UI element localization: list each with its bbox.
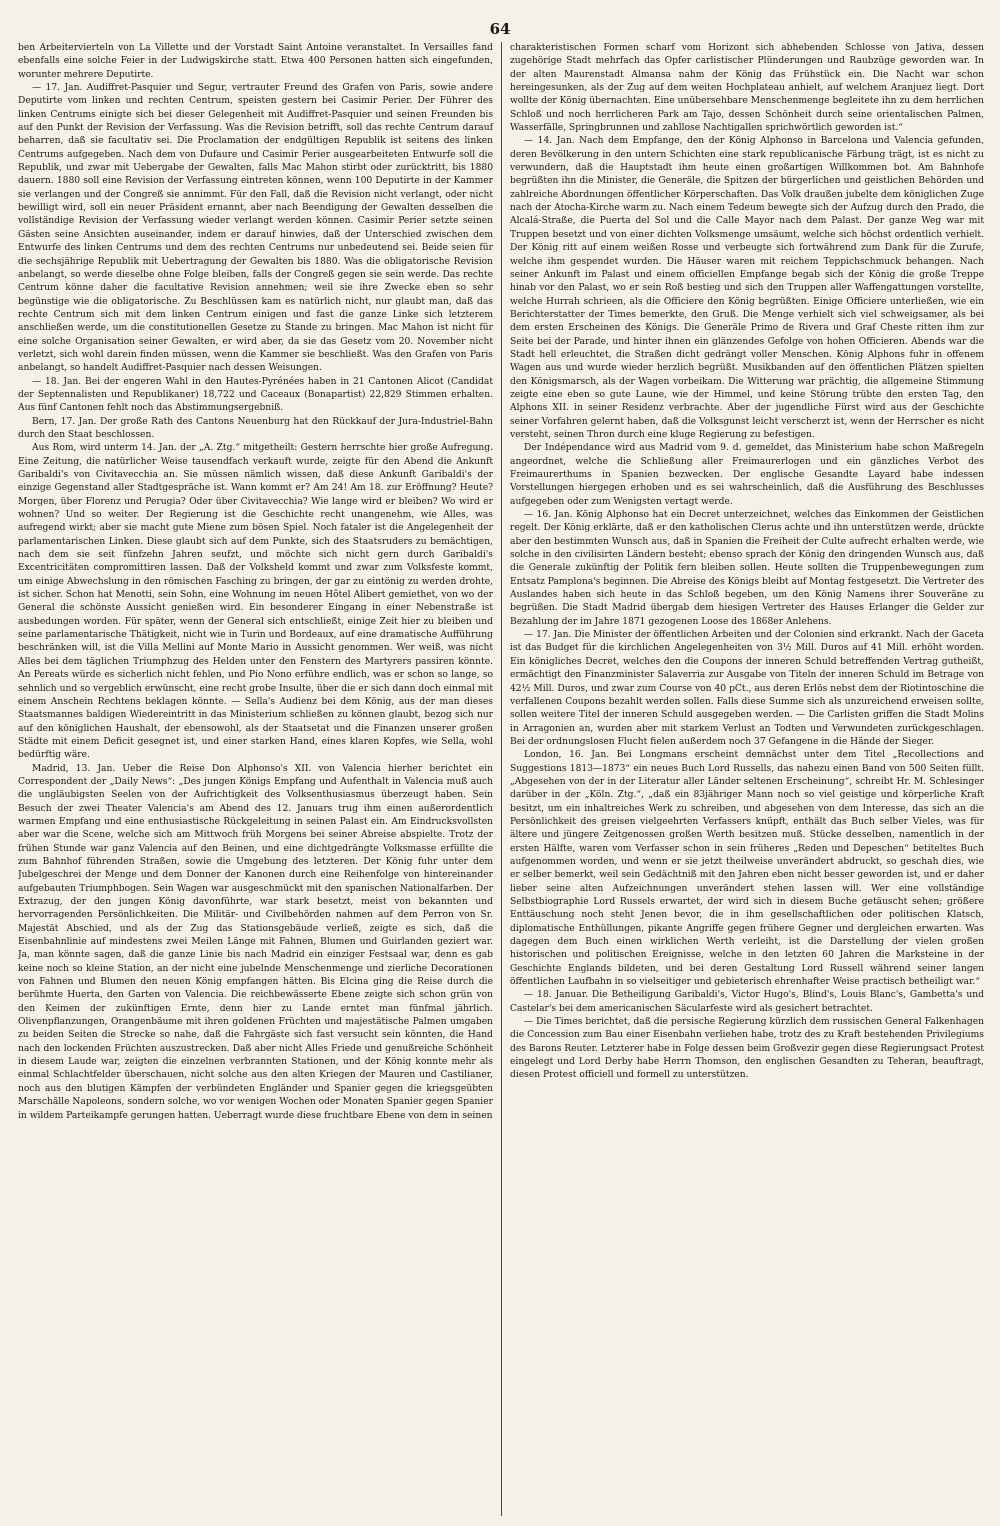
page-number: 64 [489, 20, 511, 38]
paragraph: charakteristischen Formen scharf vom Horizont sich abhebenden Schlosse von Jativa, dessen zugehörige Stadt mehrfach das Opfer carlistischer Plünderungen und Raubzüge geworden war. In der alten Maurenstadt Almansa nahm der König das Frühstück ein. Die Nacht war schon hereingesunken, als der Zug auf dem weiten Hochplateau anhielt, auf welchem Aranjuez liegt. Dort wollte der König übernachten. Eine unübersehbare Menschenmenge begleitete ihn zu dem herrlichen Schloß und noch herrlicheren Park am Tajo, dessen Schönheit durch seine orientalischen Palmen, Wasserfälle, Springbrunnen und zahllose Nachtigallen sprichwörtlich geworden ist.“ [510, 43, 984, 134]
paragraph: — Die Times berichtet, daß die persische Regierung kürzlich dem russischen General Falkenhagen die Concession zum Bau einer Eisenbahn verliehen habe, trotz des zu Kraft bestehenden Privilegiums des Barons Reuter. Letzterer habe in Folge dessen beim Großvezir gegen diese Regierungsact Protest eingelegt und Lord Derby habe Herrn Thomson, den englischen Gesandten zu Teheran, beauftragt, diesen Protest officiell und formell zu unterstützen. [510, 1017, 984, 1081]
paragraph: Aus Rom, wird unterm 14. Jan. der „A. Ztg.“ mitgetheilt: Gestern herrschte hier große Aufregung. Eine Zeitung, die natürlicher Weise tausendfach verkauft wurde, zeigte für den Abend die Ankunft Garibaldi's von Civitavecchia an. Sie müssen nämlich wissen, daß diese Ankunft Garibaldi's der einzige Gegenstand aller Stadtgespräche ist. Wann kommt er? Am 24! Am 18. zur Eröffnung? Heute? Morgen, über Florenz und Perugia? Oder über Civitavecchia? Wie lange wird er bleiben? Wo wird er wohnen? Und so weiter. Der Regierung ist die Geschichte recht unangenehm, wie Alles, was aufregend wirkt; aber sie macht gute Miene zum bösen Spiel. Noch fataler ist die Angelegenheit der parlamentarischen Linken. Diese glaubt sich auf dem Punkte, sich des Staatsruders zu bemächtigen, nach dem sie seit fünfzehn Jahren seufzt, und möchte sich nicht gern durch Garibaldi's Excentricitäten compromittiren lassen. Daß der Volksheld kommt und zwar zum Volksfeste kommt, um einige Abwechslung in den römischen Fasching zu bringen, der gar zu eintönig zu werden drohte, ist sicher. Schon hat Menotti, sein Sohn, eine Wohnung im neuen Hôtel Alibert gemiethet, von wo der General die schönste Aussicht genießen wird. Ein besonderer Eingang in einer Nebenstraße ist ausbedungen worden. Für später, wenn der General sich entschließt, einige Zeit hier zu bleiben und seine parlamentarische Thätigkeit, nicht wie in Turin und Bordeaux, auf eine dramatische Aufführung beschränken will, ist die Villa Mellini auf Monte Mario in Aussicht genommen. Wer weiß, was nicht Alles bei dem täglichen Triumphzug des Helden unter den Fenstern des Martyrers passiren könnte. An Pereats würde es sicherlich nicht fehlen, und Pio Nono erführe endlich, was er schon so lange, so sehnlich und so vergeblich erwünscht, eine recht grobe Insulte, über die er sich dann doch einmal mit einem Anschein Rechtens beklagen könnte. — Sella's Audienz bei dem König, aus der man dieses Staatsmannes baldigen Wiedereintritt in das Ministerium schließen zu können glaubt, bezog sich nur auf den königlichen Haushalt, der ebensowohl, als der Staatsetat und die Finanzen unserer großen Städte mit einem Deficit gesegnet ist, und einer starken Hand, eines klaren Kopfes, wie Sella, wohl bedürftig wäre. [18, 443, 493, 761]
text-columns [18, 42, 984, 1516]
paragraph: ben Arbeitervierteln von La Villette und der Vorstadt Saint Antoine veranstaltet. In Versailles fand ebenfalls eine solche Feier in der Ludwigskirche statt. Etwa 400 Personen hatten sich eingefunden, worunter mehrere Deputirte. [18, 43, 493, 80]
paragraph: Madrid, 13. Jan. Ueber die Reise Don Alphonso's XII. von Valencia hierher berichtet ein Correspondent der „Daily News“: „Des jungen Königs Empfang und Aufenthalt in Valencia muß auch die ungläubigsten Seelen von der Aufrichtigkeit des Volksenthusiasmus überzeugt haben. Sein Besuch der zwei Theater Valencia's am Abend des 12. Januars trug ihm einen außerordentlich warmen Empfang und eine enthusiastische Rückgeleitung in seinen Palast ein. Am Eindrucksvollsten aber war die Scene, welche sich am Mittwoch früh Morgens bei seiner Abreise abspielte. Trotz der frühen Stunde war ganz Valencia auf den Beinen, und eine dichtgedrängte Volksmasse erfüllte die zum Bahnhof führenden Straßen, sowie die Umgebung des letzteren. Der König fuhr unter dem Jubelgeschrei der Menge und dem Donner der Kanonen durch eine Reihenfolge von hintereinander aufgebauten Triumphbogen. Sein Wagen war ausgeschmückt mit den spanischen Nationalfarben. Der Extrazug, der den jungen König davonführte, war stark besetzt, meist von bekannten und hervorragenden Persönlichkeiten. Die Militär- und Civilbehörden nahmen auf dem Perron von Sr. Majestät Abschied, und als der Zug das Stationsgebäude verließ, zeigte es sich, daß die Eisenbahnlinie auf mindestens zwei Meilen Länge mit Fahnen, Blumen und Guirlanden geziert war. Ja, man könnte sagen, daß die ganze Linie bis nach Madrid ein einziger Festsaal war, denn es gab keine noch so kleine Station, an der nicht eine jubelnde Menschenmenge und zierliche Decorationen von Fahnen und Blumen den neuen König empfangen hätten. Bis Elcina ging die Reise durch die berühmte Huerta, den Garten von Valencia. Die reichbewässerte Ebene zeigte sich schon grün von den Keimen der zukünftigen Ernte, denn hier zu Lande erntet man fünfmal jährlich. Olivenpflanzungen, Orangenbäume mit ihren goldenen Früchten und majestätische Palmen umgaben zu beiden Seiten die Strecke so nahe, daß die Fahrgäste sich fast versucht sein könnten, die Hand nach den lockenden Früchten auszustrecken. Daß aber nicht Alles Friede und genußreiche Schönheit in diesem Laude war, zeigten die einzelnen verbrannten Stationen, und der König konnte mehr als einmal Schlachtfelder überschauen, nicht solche aus den alten Kriegen der Mauren und Castilianer, noch aus den blutigen Kämpfen der verbündeten Engländer und Spanier gegen die kriegsgeübten Marschälle Napoleons, sondern solche, wo vor wenigen Wochen oder Monaten Spanier gegen Spanier in wildem Parteikampfe gerungen hatten. Ueberragt wurde diese fruchtbare Ebene von dem in seinen [18, 763, 493, 1121]
paragraph: Bern, 17. Jan. Der große Rath des Cantons Neuenburg hat den Rückkauf der Jura-Industriel-Bahn durch den Staat beschlossen. [18, 416, 493, 440]
left-column [18, 42, 501, 1516]
paragraph: Der Indépendance wird aus Madrid vom 9. d. gemeldet, das Ministerium habe schon Maßregeln angeordnet, welche die Schließung aller Freimaurerlogen und ein gänzliches Verbot des Freimaurerthums in Spanien bezwecken. Der englische Gesandte Layard habe indessen Vorstellungen hiergegen erhoben und es sei wahrscheinlich, daß die Ausführung des Beschlusses aufgegeben oder zum Wenigsten vertagt werde. [510, 443, 984, 507]
paragraph: — 18. Januar. Die Betheiligung Garibaldi's, Victor Hugo's, Blind's, Louis Blanc's, Gambetta's und Castelar's bei dem americanischen Säcularfeste wird als gesichert betrachtet. [510, 990, 984, 1014]
paragraph: — 14. Jan. Nach dem Empfange, den der König Alphonso in Barcelona und Valencia gefunden, deren Bevölkerung in den untern Schichten eine stark republicanische Färbung trägt, ist es nicht zu verwundern, daß die Hauptstadt ihm heute einen großartigen Willkommen bot. Am Bahnhofe begrüßten ihn die Minister, die Generäle, die Spitzen der bürgerlichen und geistlichen Behörden und zahlreiche Abordnungen öffentlicher Körperschaften. Das Volk draußen jubelte dem königlichen Zuge nach der Atocha-Kirche warm zu. Nach einem Tedeum bewegte sich der Aufzug durch den Prado, die Alcalá-Straße, die Puerta del Sol und die Calle Mayor nach dem Palast. Der ganze Weg war mit Truppen besetzt und von einer dichten Volksmenge umsäumt, welche sich höchst ordentlich verhielt. Der König ritt auf einem weißen Rosse und verbeugte sich fortwährend zum Dank für die Zurufe, welche ihm gespendet wurden. Die Häuser waren mit reichem Teppichschmuck behangen. Nach seiner Ankunft im Palast und einem officiellen Empfange begab sich der König die große Treppe hinab vor den Palast, wo er sein Roß bestieg und sich den Truppen aller Waffengattungen vorstellte, welche Hurrah schrieen, als die Officiere den König begrüßten. Einige Officiere unterließen, wie ein Berichterstatter der Times bemerkte, den Gruß. Die Menge verhielt sich viel schweigsamer, als bei dem ersten Erscheinen des Königs. Die Generäle Primo de Rivera und Graf Cheste ritten ihm zur Seite bei der Parade, und hinter ihnen ein glänzendes Gefolge von hohen Officieren. Abends war die Stadt hell erleuchtet, die Straßen dicht gedrängt voller Menschen. König Alphons fuhr in offenem Wagen aus und wurde wieder herzlich begrüßt. Musikbanden auf den öffentlichen Plätzen spielten den Königsmarsch, als der Wagen vorbeikam. Die Witterung war prächtig, die allgemeine Stimmung zeigte eine eben so gute Laune, wie der Himmel, und keine Störung trübte den ersten Tag, den Alphons XII. in seiner Residenz verbrachte. Aber der jugendliche Fürst wird aus der Geschichte seiner Vorfahren gelernt haben, daß die Volksgunst leicht verscherzt ist, wenn der Herrscher es nicht versteht, seinen Thron durch eine kluge Regierung zu befestigen. [510, 136, 984, 440]
paragraph: — 17. Jan. Die Minister der öffentlichen Arbeiten und der Colonien sind erkrankt. Nach der Gaceta ist das Budget für die kirchlichen Angelegenheiten von 3½ Mill. Duros auf 41 Mill. erhöht worden. Ein königliches Decret, welches den die Coupons der inneren Schuld betreffenden Vertrag gutheißt, ermächtigt den Finanzminister Salaverria zur Ausgabe von Titeln der inneren Schuld im Betrage von 42½ Mill. Duros, und zwar zum Course von 40 pCt., aus deren Erlös nebst dem der Riotintoschine die verfallenen Coupons bezahlt werden sollen. Falls diese Summe sich als unzureichend erweisen sollte, sollen weitere Titel der inneren Schuld ausgegeben werden. — Die Carlisten griffen die Stadt Molins in Arragonien an, wurden aber mit starkem Verlust an Todten und Verwundeten zurückgeschlagen. Bei der ordnungslosen Flucht fielen außerdem noch 37 Gefangene in die Hände der Sieger. [510, 630, 984, 747]
paragraph: — 17. Jan. Audiffret-Pasquier und Segur, vertrauter Freund des Grafen von Paris, sowie andere Deputirte vom linken und rechten Centrum, speisten gestern bei Casimir Perier. Der Führer des linken Centrums einigte sich bei dieser Gelegenheit mit Audiffret-Pasquier und seinen Freunden bis auf den Punkt der Revision der Verfassung. Was die Revision betrifft, soll das rechte Centrum darauf beharren, daß sie facultativ sei. Die Proclamation der endgültigen Republik ist seitens des linken Centrums aufgegeben. Nach dem von Dufaure und Casimir Perier ausgearbeiteten Entwurfe soll die Republik, und zwar mit Uebergabe der Gewalten, falls Mac Mahon stirbt oder zurücktritt, bis 1880 dauern. 1880 soll eine Revision der Verfassung eintreten können, wenn 100 Deputirte in der Kammer sie verlangen und der Congreß sie annimmt. Für den Fall, daß die Revision nicht verlangt, oder nicht bewilligt wird, soll ein neuer Präsident ernannt, aber nach Beendigung der Gewalten desselben die vollständige Revision der Verfassung wieder verlangt werden können. Casimir Perier setzte seinen Gästen seine Ansichten auseinander, indem er darauf hinwies, daß der Unterschied zwischen dem Entwurfe des linken Centrums und dem des rechten Centrums nur unbedeutend sei. Beide seien für die sechsjährige Republik mit Uebertragung der Gewalten bis 1880. Was die obligatorische Revision anbelangt, so werde dieselbe ohne Folge bleiben, falls der Congreß gegen sie sein werde. Das rechte Centrum könne daher die facultative Revision annehmen; weil sie ihre Zwecke eben so sehr begünstige wie die obligatorische. Zu Beschlüssen kam es natürlich nicht, nur glaubt man, daß das rechte Centrum sich mit dem linken Centrum einigen und fast die ganze Linke sich letzterem anschließen werde, um die constitutionellen Gesetze zu Stande zu bringen. Mac Mahon ist nicht für eine solche Organisation seiner Gewalten, er wird aber, da sie das Gesetz vom 20. November nicht verletzt, sich wohl darein finden müssen, wenn die Kammer sie beschließt. Was den Grafen von Paris anbelangt, so handelt Audiffret-Pasquier nach dessen Weisungen. [18, 83, 493, 374]
paragraph: London, 16. Jan. Bei Longmans erscheint demnächst unter dem Titel „Recollections and Suggestions 1813—1873“ ein neues Buch Lord Russells, das nahezu einen Band von 500 Seiten füllt. „Abgesehen von der in der Literatur aller Länder seltenen Erscheinung“, schreibt Hr. M. Schlesinger darüber in der „Köln. Ztg.“, „daß ein 83jähriger Mann noch so viel geistige und körperliche Kraft besitzt, um ein inhaltreiches Werk zu schreiben, und abgesehen von dem Interesse, das sich an die Persönlichkeit des greisen vielgeehrten Verfassers knüpft, enthält das Buch selber Vieles, was für ältere und jüngere Zeitgenossen großen Werth besitzen muß. Stücke desselben, namentlich in der ersten Hälfte, waren vom Verfasser schon in sein früheres „Reden und Depeschen“ betiteltes Buch aufgenommen worden, und wenn er sie jetzt theilweise unverändert abdruckt, so geschah dies, wie er selber bemerkt, weil sein Gedächtniß mit den Jahren eben nicht besser geworden ist, und er daher lieber seine alten Aufzeichnungen unverändert stehen lassen will. Wer eine vollständige Selbstbiographie Lord Russels erwartet, der wird sich in diesem Buche getäuscht sehen; größere Enttäuschung noch steht Jenen bevor, die in ihm gesellschaftlichen oder politischen Klatsch, diplomatische Enthüllungen, pikante Angriffe gegen frühere Gegner und dergleichen erwarten. Was dagegen dem Buch einen wirklichen Werth verleiht, ist die Darstellung der vielen großen historischen und politischen Ereignisse, welche in den letzten 60 Jahren die Marksteine in der Geschichte Englands bildeten, und bei deren Gestaltung Lord Russell während seiner langen öffentlichen Laufbahn in so vielseitiger und gebieterisch ehrenhafter Weise practisch betheiligt war.“ [510, 750, 984, 988]
paragraph: — 18. Jan. Bei der engeren Wahl in den Hautes-Pyrénées haben in 21 Cantonen Alicot (Candidat der Septennalisten und Republikaner) 18,722 und Caceaux (Bonapartist) 22,829 Stimmen erhalten. Aus fünf Cantonen fehlt noch das Abstimmungsergebniß. [18, 376, 493, 414]
right-column [501, 42, 984, 1516]
paragraph: — 16. Jan. König Alphonso hat ein Decret unterzeichnet, welches das Einkommen der Geistlichen regelt. Der König erklärte, daß er den katholischen Clerus achte und ihn unterstützen werde, drückte aber den bestimmten Wunsch aus, daß in Spanien die Freiheit der Culte aufrecht erhalten werde, wie solche in den civilisirten Ländern besteht; ebenso sprach der König den dringenden Wunsch aus, daß die Generale zukünftig der Politik fern bleiben sollen. Heute sollten die Truppenbewegungen zum Entsatz Pamplona's beginnen. Die Abreise des Königs bleibt auf Montag festgesetzt. Die Vertreter des Auslandes haben sich heute in das Schloß begeben, um den König Namens ihrer Souveräne zu begrüßen. Die Stadt Madrid übergab dem hiesigen Vertreter des Hauses Erlanger die Gelder zur Bezahlung der im Jahre 1871 gezogenen Loose des 1868er Anlehens. [510, 510, 984, 627]
